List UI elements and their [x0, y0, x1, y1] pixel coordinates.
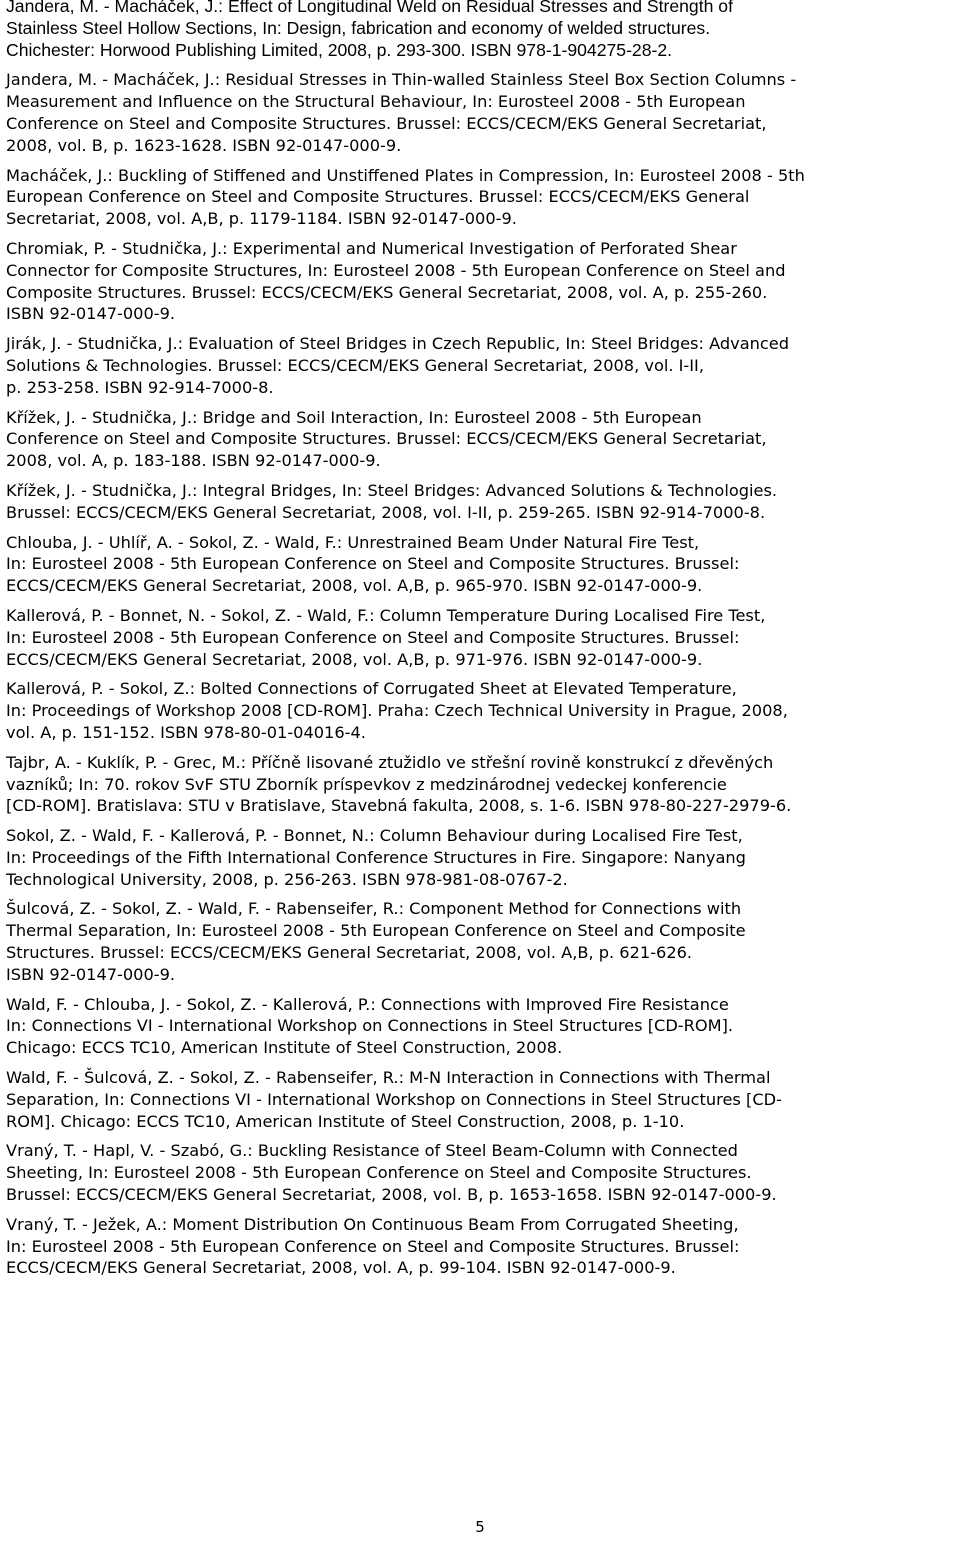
- reference-line: Solutions & Technologies. Brussel: ECCS/CECM/EKS General Secretariat, 2008, vol. I-II,: [6, 355, 704, 375]
- reference-line: ECCS/CECM/EKS General Secretariat, 2008, vol. A, p. 99-104. ISBN 92-0147-000-9.: [6, 1258, 676, 1278]
- reference-entry: [6, 407, 956, 472]
- reference-entry: [6, 994, 956, 1059]
- reference-line: Kallerová, P. - Sokol, Z.: Bolted Connections of Corrugated Sheet at Elevated Temperature,: [6, 679, 737, 699]
- reference-line: Jirák, J. - Studnička, J.: Evaluation of Steel Bridges in Czech Republic, In: Steel Bridges: Advanced: [6, 334, 790, 354]
- reference-line: ISBN 92-0147-000-9.: [6, 964, 176, 984]
- reference-line: Stainless Steel Hollow Sections, In: Design, fabrication and economy of welded structures.: [6, 17, 711, 38]
- reference-line: Kallerová, P. - Bonnet, N. - Sokol, Z. - Wald, F.: Column Temperature During Localised Fire Test,: [6, 605, 766, 625]
- reference-line: Technological University, 2008, p. 256-263. ISBN 978-981-08-0767-2.: [6, 869, 568, 889]
- reference-line: vol. A, p. 151-152. ISBN 978-80-01-04016-4.: [6, 722, 366, 742]
- reference-line: Conference on Steel and Composite Structures. Brussel: ECCS/CECM/EKS General Secretariat,: [6, 429, 767, 449]
- reference-line: Tajbr, A. - Kuklík, P. - Grec, M.: Příčně lisované ztužidlo ve střešní rovině konstrukcí z dřevěných: [6, 752, 774, 772]
- reference-entry: [6, 1140, 956, 1205]
- reference-line: Conference on Steel and Composite Structures. Brussel: ECCS/CECM/EKS General Secretariat,: [6, 113, 767, 133]
- reference-line: Chromiak, P. - Studnička, J.: Experimental and Numerical Investigation of Perforated Shear: [6, 238, 737, 258]
- reference-line: Measurement and Influence on the Structural Behaviour, In: Eurosteel 2008 - 5th European: [6, 92, 746, 112]
- reference-line: Chicago: ECCS TC10, American Institute of Steel Construction, 2008.: [6, 1038, 563, 1058]
- reference-entry: [6, 0, 956, 61]
- reference-line: Křížek, J. - Studnička, J.: Bridge and Soil Interaction, In: Eurosteel 2008 - 5th European: [6, 407, 702, 427]
- reference-entry: [6, 532, 956, 597]
- reference-entry: [6, 898, 956, 985]
- reference-line: vazníků; In: 70. rokov SvF STU Zborník príspevkov z medzinárodnej vedeckej konferencie: [6, 774, 727, 794]
- reference-line: Křížek, J. - Studnička, J.: Integral Bridges, In: Steel Bridges: Advanced Solutions & Technologies.: [6, 480, 778, 500]
- reference-line: In: Eurosteel 2008 - 5th European Conference on Steel and Composite Structures. Brussel:: [6, 554, 740, 574]
- reference-line: 2008, vol. B, p. 1623-1628. ISBN 92-0147-000-9.: [6, 135, 402, 155]
- page-number: 5: [475, 1518, 485, 1536]
- reference-line: 2008, vol. A, p. 183-188. ISBN 92-0147-000-9.: [6, 451, 381, 471]
- reference-entry: [6, 678, 956, 743]
- reference-line: Vraný, T. - Hapl, V. - Szabó, G.: Buckling Resistance of Steel Beam-Column with Connected: [6, 1141, 738, 1161]
- reference-line: ECCS/CECM/EKS General Secretariat, 2008, vol. A,B, p. 971-976. ISBN 92-0147-000-9.: [6, 649, 703, 669]
- reference-line: ISBN 92-0147-000-9.: [6, 304, 176, 324]
- reference-entry: [6, 480, 956, 524]
- reference-line: Secretariat, 2008, vol. A,B, p. 1179-1184. ISBN 92-0147-000-9.: [6, 209, 517, 229]
- reference-line: Vraný, T. - Ježek, A.: Moment Distribution On Continuous Beam From Corrugated Sheeting,: [6, 1214, 739, 1234]
- reference-entry: [6, 825, 956, 890]
- reference-line: Sokol, Z. - Wald, F. - Kallerová, P. - Bonnet, N.: Column Behaviour during Localised Fire Test,: [6, 826, 743, 846]
- reference-line: Structures. Brussel: ECCS/CECM/EKS General Secretariat, 2008, vol. A,B, p. 621-626.: [6, 943, 693, 963]
- reference-line: In: Eurosteel 2008 - 5th European Conference on Steel and Composite Structures. Brussel:: [6, 627, 740, 647]
- reference-line: In: Connections VI - International Workshop on Connections in Steel Structures [CD-ROM].: [6, 1016, 734, 1036]
- reference-line: Jandera, M. - Macháček, J.: Effect of Longitudinal Weld on Residual Stresses and Strength of: [6, 0, 733, 16]
- reference-line: Brussel: ECCS/CECM/EKS General Secretariat, 2008, vol. B, p. 1653-1658. ISBN 92-0147-000-9.: [6, 1185, 777, 1205]
- reference-line: ECCS/CECM/EKS General Secretariat, 2008, vol. A,B, p. 965-970. ISBN 92-0147-000-9.: [6, 576, 703, 596]
- reference-line: Šulcová, Z. - Sokol, Z. - Wald, F. - Rabenseifer, R.: Component Method for Connections with: [6, 899, 742, 919]
- reference-list: [6, 0, 956, 1287]
- reference-entry: [6, 333, 956, 398]
- reference-line: Brussel: ECCS/CECM/EKS General Secretariat, 2008, vol. I-II, p. 259-265. ISBN 92-914-7000-8.: [6, 502, 766, 522]
- reference-line: Wald, F. - Šulcová, Z. - Sokol, Z. - Rabenseifer, R.: M-N Interaction in Connections with Thermal: [6, 1068, 771, 1088]
- reference-line: In: Eurosteel 2008 - 5th European Conference on Steel and Composite Structures. Brussel:: [6, 1236, 740, 1256]
- reference-line: Sheeting, In: Eurosteel 2008 - 5th European Conference on Steel and Composite Structures.: [6, 1163, 752, 1183]
- reference-line: p. 253-258. ISBN 92-914-7000-8.: [6, 377, 274, 397]
- reference-line: In: Proceedings of Workshop 2008 [CD-ROM]. Praha: Czech Technical University in Prague, 2008,: [6, 701, 788, 721]
- reference-line: Chichester: Horwood Publishing Limited, 2008, p. 293-300. ISBN 978-1-904275-28-2.: [6, 39, 673, 60]
- reference-entry: [6, 752, 956, 817]
- reference-entry: [6, 69, 956, 156]
- reference-line: ROM]. Chicago: ECCS TC10, American Institute of Steel Construction, 2008, p. 1-10.: [6, 1111, 685, 1131]
- reference-entry: [6, 1067, 956, 1132]
- reference-line: European Conference on Steel and Composite Structures. Brussel: ECCS/CECM/EKS General: [6, 187, 750, 207]
- reference-line: Composite Structures. Brussel: ECCS/CECM/EKS General Secretariat, 2008, vol. A, p. 255-260.: [6, 282, 768, 302]
- reference-line: Macháček, J.: Buckling of Stiffened and Unstiffened Plates in Compression, In: Eurosteel 2008 - 5th: [6, 165, 805, 185]
- reference-entry: [6, 238, 956, 325]
- reference-line: Connector for Composite Structures, In: Eurosteel 2008 - 5th European Conference on Steel and: [6, 260, 786, 280]
- reference-line: Separation, In: Connections VI - International Workshop on Connections in Steel Structures [CD-: [6, 1089, 782, 1109]
- reference-line: Chlouba, J. - Uhlíř, A. - Sokol, Z. - Wald, F.: Unrestrained Beam Under Natural Fire Test,: [6, 532, 700, 552]
- reference-entry: [6, 165, 956, 230]
- reference-line: In: Proceedings of the Fifth International Conference Structures in Fire. Singapore: Nanyang: [6, 847, 746, 867]
- reference-line: Thermal Separation, In: Eurosteel 2008 - 5th European Conference on Steel and Composite: [6, 921, 746, 941]
- reference-entry: [6, 1214, 956, 1279]
- reference-entry: [6, 605, 956, 670]
- reference-line: Jandera, M. - Macháček, J.: Residual Stresses in Thin-walled Stainless Steel Box Section Columns -: [6, 70, 797, 90]
- reference-line: [CD-ROM]. Bratislava: STU v Bratislave, Stavebná fakulta, 2008, s. 1-6. ISBN 978-80-227-2979-6.: [6, 796, 792, 816]
- reference-line: Wald, F. - Chlouba, J. - Sokol, Z. - Kallerová, P.: Connections with Improved Fire Resistance: [6, 994, 729, 1014]
